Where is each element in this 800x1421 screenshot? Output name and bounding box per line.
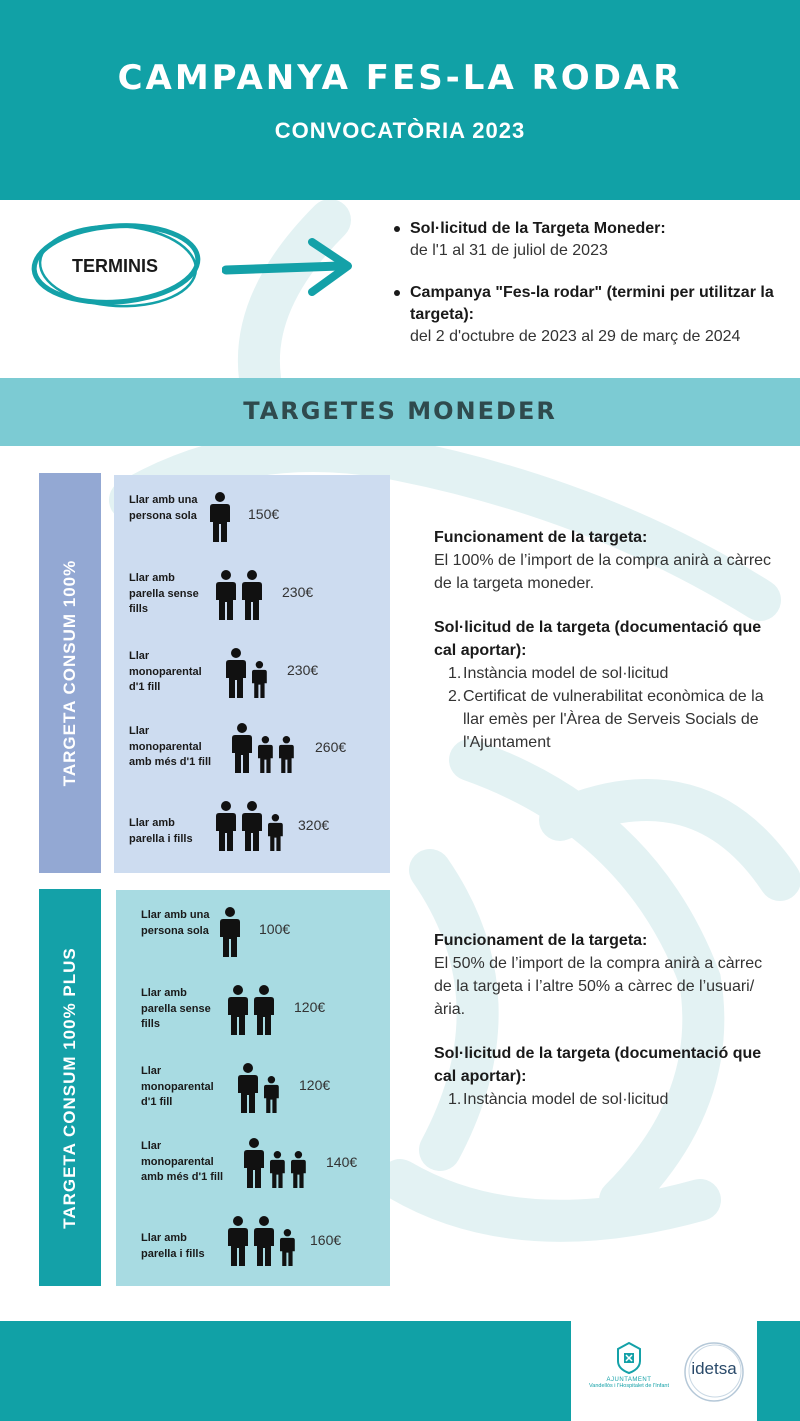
household-row — [114, 644, 390, 704]
household-price: 100€ — [259, 921, 291, 937]
child-person-icon — [264, 1076, 279, 1113]
household-label: Llar amb parella i fills — [129, 817, 193, 845]
household-label: Llar amb parella sense fills — [141, 987, 211, 1030]
household-label: Llar monoparental d'1 fill — [141, 1065, 214, 1108]
adult-person-icon — [238, 1063, 258, 1113]
documentation-item: 2. Certificat de vulnerabilitat econòmica de la llar emès per l'Àrea de Serveis Socials de l'Ajuntament — [448, 688, 764, 751]
household-price: 160€ — [310, 1232, 342, 1248]
adult-person-icon — [232, 723, 252, 773]
household-price: 230€ — [282, 584, 314, 600]
household-row — [116, 903, 390, 963]
campaign-title: CAMPANYA FES-LA RODAR — [117, 58, 683, 98]
documentation-item: 1. Instància model de sol·licitud — [448, 665, 669, 682]
family-icon-group — [216, 797, 289, 857]
ajuntament-logo-line2: Vandellòs i l'Hospitalet de l'Infant — [589, 1383, 669, 1389]
documentation-item-text: Certificat de vulnerabilitat econòmica de la llar emès per l'Àrea de Serveis Socials de l'Ajuntament — [463, 688, 764, 751]
household-row — [114, 719, 390, 779]
adult-person-icon — [210, 492, 230, 542]
family-icon-group — [228, 1212, 301, 1272]
family-pictogram — [238, 1059, 285, 1115]
terminis-section — [0, 200, 800, 378]
family-pictogram — [226, 644, 273, 700]
card-info-consum-100 — [434, 526, 774, 754]
function-text: El 100% de l’import de la compra anirà a càrrec de la targeta moneder. — [434, 552, 772, 592]
family-pictogram — [216, 566, 268, 622]
family-pictogram — [232, 719, 300, 775]
terminis-item-title: Sol·licitud de la Targeta Moneder: — [410, 220, 666, 237]
household-price: 230€ — [287, 662, 319, 678]
child-person-icon — [268, 814, 283, 851]
footer-banner — [0, 1321, 800, 1421]
household-row — [116, 981, 390, 1041]
adult-person-icon — [242, 570, 262, 620]
household-label: Llar amb parella i fills — [141, 1232, 205, 1260]
adult-person-icon — [242, 801, 262, 851]
household-price: 120€ — [294, 999, 326, 1015]
adult-person-icon — [220, 907, 240, 957]
terminis-item-detail: de l'1 al 31 de juliol de 2023 — [410, 242, 608, 259]
documentation-list — [434, 1088, 774, 1111]
household-label: Llar monoparental d'1 fill — [129, 650, 202, 693]
child-person-icon — [279, 736, 294, 773]
documentation-list — [434, 662, 774, 754]
family-pictogram — [220, 903, 246, 959]
household-row — [116, 1059, 390, 1119]
household-label: Llar amb parella sense fills — [129, 572, 199, 615]
household-row — [116, 1134, 390, 1194]
terminis-item — [390, 282, 790, 348]
adult-person-icon — [244, 1138, 264, 1188]
child-person-icon — [280, 1229, 295, 1266]
adult-person-icon — [226, 648, 246, 698]
idetsa-logo-text: idetsa — [691, 1359, 737, 1378]
documentation-heading: Sol·licitud de la targeta (documentació que cal aportar): — [434, 1045, 762, 1085]
section-band — [0, 378, 800, 446]
household-row — [114, 488, 390, 548]
household-label: Llar amb una persona sola — [129, 494, 198, 522]
terminis-item-title: Campanya "Fes-la rodar" (termini per utilitzar la targeta): — [410, 284, 774, 323]
card-label-consum-100-plus — [39, 889, 101, 1286]
family-icon-group — [216, 566, 268, 626]
family-pictogram — [210, 488, 236, 544]
logos-box — [571, 1321, 757, 1421]
household-price: 260€ — [315, 739, 347, 755]
family-pictogram — [244, 1134, 312, 1190]
child-person-icon — [291, 1151, 306, 1188]
adult-person-icon — [228, 1216, 248, 1266]
card-panel-consum-100 — [114, 475, 390, 873]
child-person-icon — [270, 1151, 285, 1188]
card-name: TARGETA CONSUM 100% PLUS — [60, 946, 79, 1229]
family-icon-group — [232, 719, 300, 779]
family-pictogram — [228, 981, 280, 1037]
documentation-item-text: Instància model de sol·licitud — [463, 665, 669, 682]
child-person-icon — [258, 736, 273, 773]
family-icon-group — [244, 1134, 312, 1194]
household-label: Llar amb una persona sola — [141, 909, 210, 937]
function-text: El 50% de l’import de la compra anirà a càrrec de la targeta i l’altre 50% a càrrec de l’usuari/ària. — [434, 955, 763, 1018]
card-info-consum-100-plus — [434, 929, 774, 1111]
municipal-shield-icon — [614, 1341, 644, 1375]
household-label: Llar monoparental amb més d'1 fill — [129, 725, 212, 768]
card-name: TARGETA CONSUM 100% — [60, 559, 79, 787]
adult-person-icon — [216, 570, 236, 620]
terminis-item — [390, 218, 790, 262]
adult-person-icon — [216, 801, 236, 851]
campaign-subtitle: CONVOCATÒRIA 2023 — [274, 118, 526, 143]
adult-person-icon — [254, 1216, 274, 1266]
idetsa-logo — [681, 1339, 747, 1405]
function-heading: Funcionament de la targeta: — [434, 529, 648, 546]
child-person-icon — [252, 661, 267, 698]
card-panel-consum-100-plus — [116, 890, 390, 1286]
household-row — [116, 1212, 390, 1272]
household-price: 320€ — [298, 817, 330, 833]
ajuntament-logo-line1: AJUNTAMENT — [606, 1377, 652, 1383]
family-icon-group — [220, 903, 246, 963]
family-icon-group — [238, 1059, 285, 1119]
arrow-right-icon — [222, 236, 354, 298]
household-price: 120€ — [299, 1077, 331, 1093]
function-heading: Funcionament de la targeta: — [434, 932, 648, 949]
family-pictogram — [228, 1212, 301, 1268]
terminis-label: TERMINIS — [71, 256, 158, 276]
family-icon-group — [228, 981, 280, 1041]
household-row — [114, 797, 390, 857]
terminis-item-detail: del 2 d'octubre de 2023 al 29 de març de 2024 — [410, 328, 741, 345]
documentation-heading: Sol·licitud de la targeta (documentació que cal aportar): — [434, 619, 762, 659]
household-price: 140€ — [326, 1154, 358, 1170]
household-row — [114, 566, 390, 626]
header-banner — [0, 0, 800, 200]
household-price: 150€ — [248, 506, 280, 522]
family-icon-group — [226, 644, 273, 704]
section-title: TARGETES MONEDER — [243, 397, 557, 425]
documentation-item: 1. Instància model de sol·licitud — [448, 1091, 669, 1108]
family-pictogram — [216, 797, 289, 853]
household-label: Llar monoparental amb més d'1 fill — [141, 1140, 224, 1183]
family-icon-group — [210, 488, 236, 548]
ajuntament-logo — [579, 1341, 679, 1389]
terminis-list — [390, 218, 790, 368]
adult-person-icon — [228, 985, 248, 1035]
documentation-item-text: Instància model de sol·licitud — [463, 1091, 669, 1108]
adult-person-icon — [254, 985, 274, 1035]
card-label-consum-100 — [39, 473, 101, 873]
